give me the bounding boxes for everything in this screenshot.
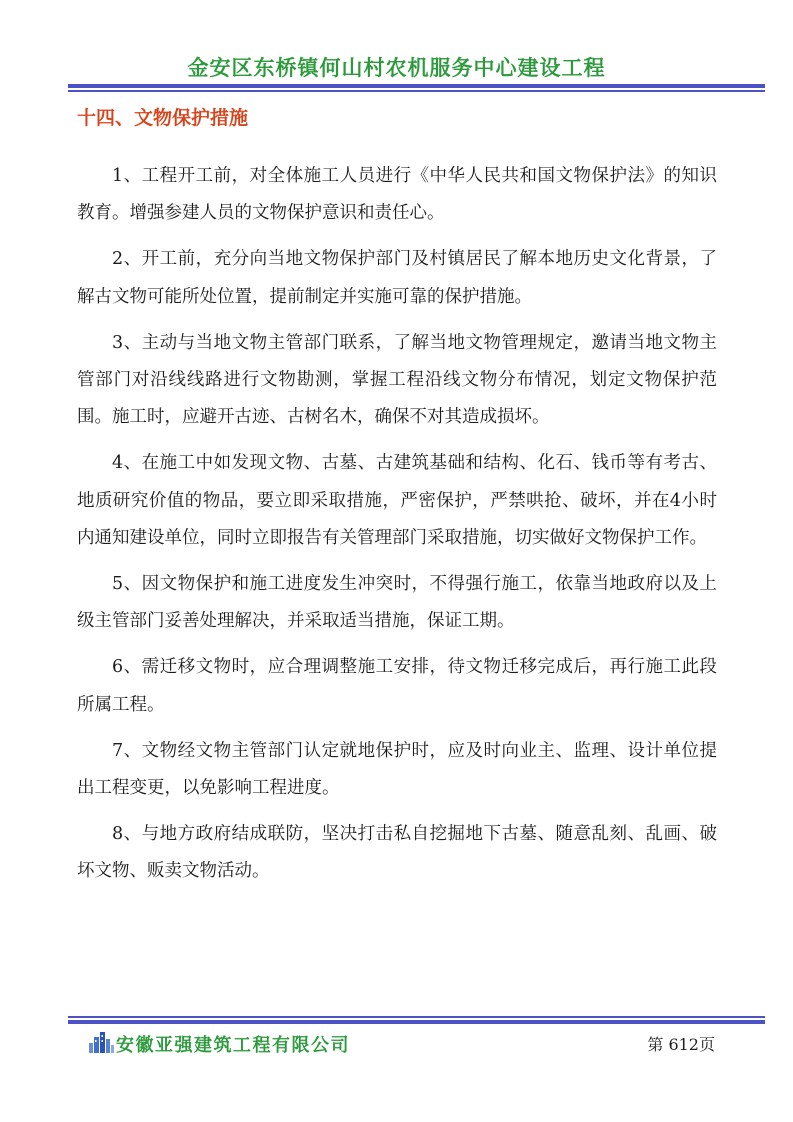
paragraph-5: 5、因文物保护和施工进度发生冲突时，不得强行施工，依靠当地政府以及上级主管部门妥善处理解决，并采取适当措施，保证工期。	[77, 574, 717, 632]
header-rule-thin	[68, 90, 765, 92]
body-text	[77, 158, 717, 900]
footer-rule-thin	[68, 1016, 765, 1018]
paragraph-7: 7、文物经文物主管部门认定就地保护时，应及时向业主、监理、设计单位提出工程变更，以免影响工程进度。	[77, 740, 717, 799]
header-title: 金安区东桥镇何山村农机服务中心建设工程	[187, 56, 606, 80]
header-rule-thick	[68, 84, 765, 88]
paragraph-6: 6、需迁移文物时，应合理调整施工安排，待文物迁移完成后，再行施工此段所属工程。	[77, 657, 717, 715]
footer-rule-thick	[68, 1020, 765, 1024]
paragraph-1: 1、工程开工前，对全体施工人员进行《中华人民共和国文物保护法》的知识教育。增强参建人员的文物保护意识和责任心。	[77, 166, 717, 224]
paragraph-8: 8、与地方政府结成联防，坚决打击私自挖掘地下古墓、随意乱刻、乱画、破坏文物、贩卖文物活动。	[77, 824, 717, 882]
building-logo-icon	[88, 1031, 114, 1053]
footer-company-name: 安徽亚强建筑工程有限公司	[116, 1035, 350, 1056]
footer-page-number: 第 612页	[647, 1035, 715, 1054]
paragraph-2: 2、开工前，充分向当地文物保护部门及村镇居民了解本地历史文化背景，了解古文物可能所处位置，提前制定并实施可靠的保护措施。	[77, 249, 717, 307]
paragraph-4: 4、在施工中如发现文物、古墓、古建筑基础和结构、化石、钱币等有考古、地质研究价值的物品，要立即采取措施，严密保护，严禁哄抢、破坏，并在4小时内通知建设单位，同时立即报告有关管理部门采取措施，切实做好文物保护工作。	[77, 453, 717, 548]
paragraph-3: 3、主动与当地文物主管部门联系，了解当地文物管理规定，邀请当地文物主管部门对沿线线路进行文物勘测，掌握工程沿线文物分布情况，划定文物保护范围。施工时，应避开古迹、古树名木，确保不对其造成损坏。	[77, 332, 717, 428]
section-heading: 十四、文物保护措施	[77, 107, 249, 129]
